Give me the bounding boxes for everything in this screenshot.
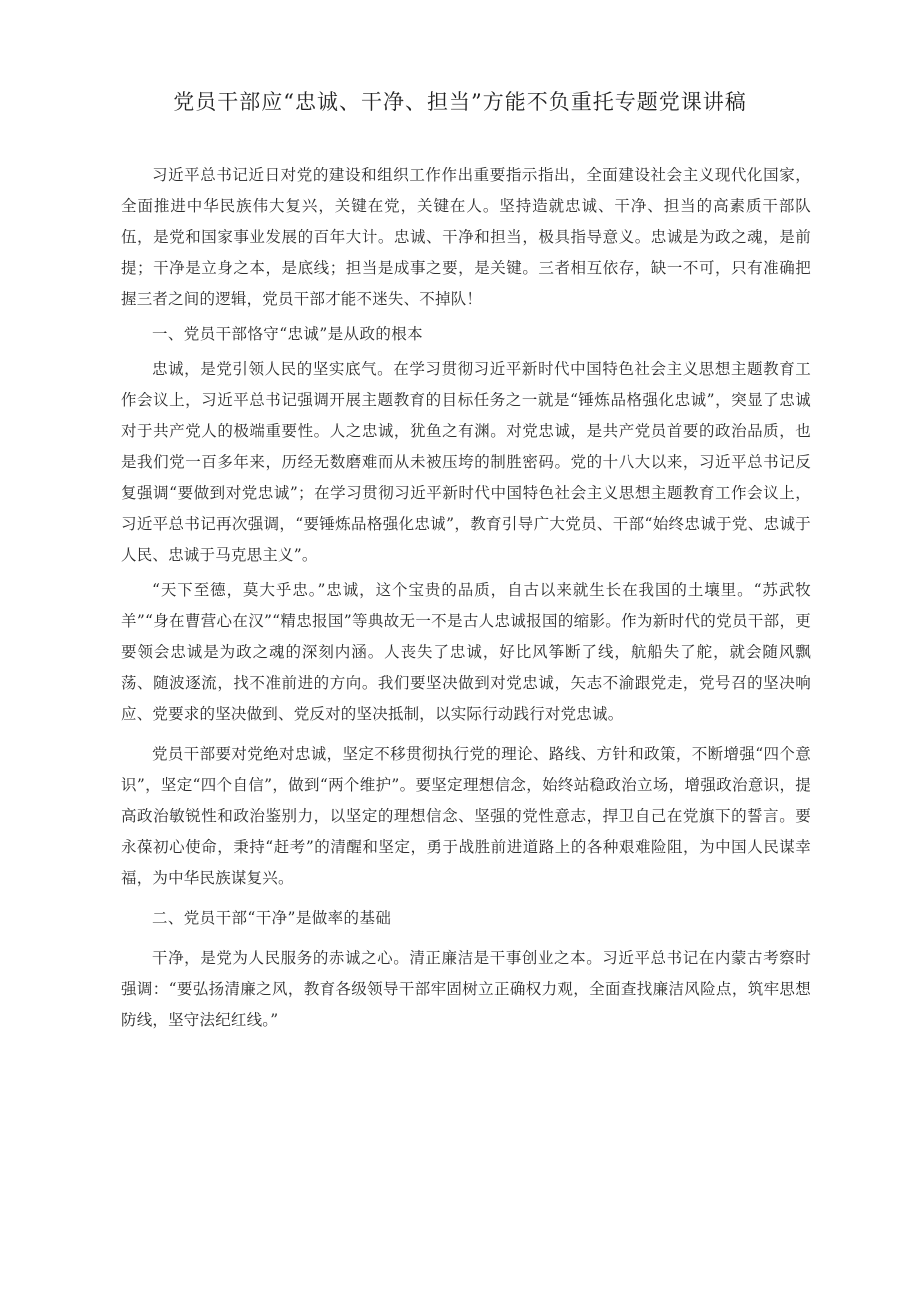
paragraph-loyalty-1: 忠诚，是党引领人民的坚实底气。在学习贯彻习近平新时代中国特色社会主义思想主题教育工作会议上，习近平总书记强调开展主题教育的目标任务之一就是“锤炼品格强化忠诚”，突显了忠诚对于共产党人的极端重要性。人之忠诚，犹鱼之有渊。对党忠诚，是共产党员首要的政治品质，也是我们党一百多年来，历经无数磨难而从未被压垮的制胜密码。党的十八大以来，习近平总书记反复强调“要做到对党忠诚”；在学习贯彻习近平新时代中国特色社会主义思想主题教育工作会议上，习近平总书记再次强调，“要锤炼品格强化忠诚”，教育引导广大党员、干部“始终忠诚于党、忠诚于人民、忠诚于马克思主义”。 [121,360,811,564]
paragraph-loyalty-3: 党员干部要对党绝对忠诚，坚定不移贯彻执行党的理论、路线、方针和政策，不断增强“四个意识”，坚定“四个自信”，做到“两个维护”。要坚定理想信念，始终站稳政治立场，增强政治意识，提高政治敏锐性和政治鉴别力，以坚定的理想信念、坚强的党性意志，捍卫自己在党旗下的誓言。要永葆初心使命，秉持“赶考”的清醒和坚定，勇于战胜前进道路上的各种艰难险阻，为中国人民谋幸福，为中华民族谋复兴。 [121,745,811,887]
section-heading-integrity: 二、党员干部“干净”是做率的基础 [152,909,392,927]
document-title: 党员干部应“忠诚、干净、担当”方能不负重托专题党课讲稿 [173,90,747,114]
document-body [121,160,811,1036]
paragraph-intro: 习近平总书记近日对党的建设和组织工作作出重要指示指出，全面建设社会主义现代化国家，全面推进中华民族伟大复兴，关键在党，关键在人。坚持造就忠诚、干净、担当的高素质干部队伍，是党和国家事业发展的百年大计。忠诚、干净和担当，极具指导意义。忠诚是为政之魂，是前提；干净是立身之本，是底线；担当是成事之要，是关键。三者相互依存，缺一不可，只有准确把握三者之间的逻辑，党员干部才能不迷失、不掉队！ [121,166,811,308]
paragraph-integrity-1: 干净，是党为人民服务的赤诚之心。清正廉洁是干事创业之本。习近平总书记在内蒙古考察时强调：“要弘扬清廉之风，教育各级领导干部牢固树立正确权力观，全面查找廉洁风险点，筑牢思想防线，坚守法纪红线。” [121,949,811,1029]
paragraph-loyalty-2: “天下至德，莫大乎忠。”忠诚，这个宝贵的品质，自古以来就生长在我国的土壤里。“苏武牧羊”“身在曹营心在汉”“精忠报国”等典故无一不是古人忠诚报国的缩影。作为新时代的党员干部，更要领会忠诚是为政之魂的深刻内涵。人丧失了忠诚，好比风筝断了线，航船失了舵，就会随风飘荡、随波逐流，找不准前进的方向。我们要坚决做到对党忠诚，矢志不渝跟党走，党号召的坚决响应、党要求的坚决做到、党反对的坚决抵制，以实际行动践行对党忠诚。 [121,581,811,723]
section-heading-loyalty: 一、党员干部恪守“忠诚”是从政的根本 [152,325,424,343]
